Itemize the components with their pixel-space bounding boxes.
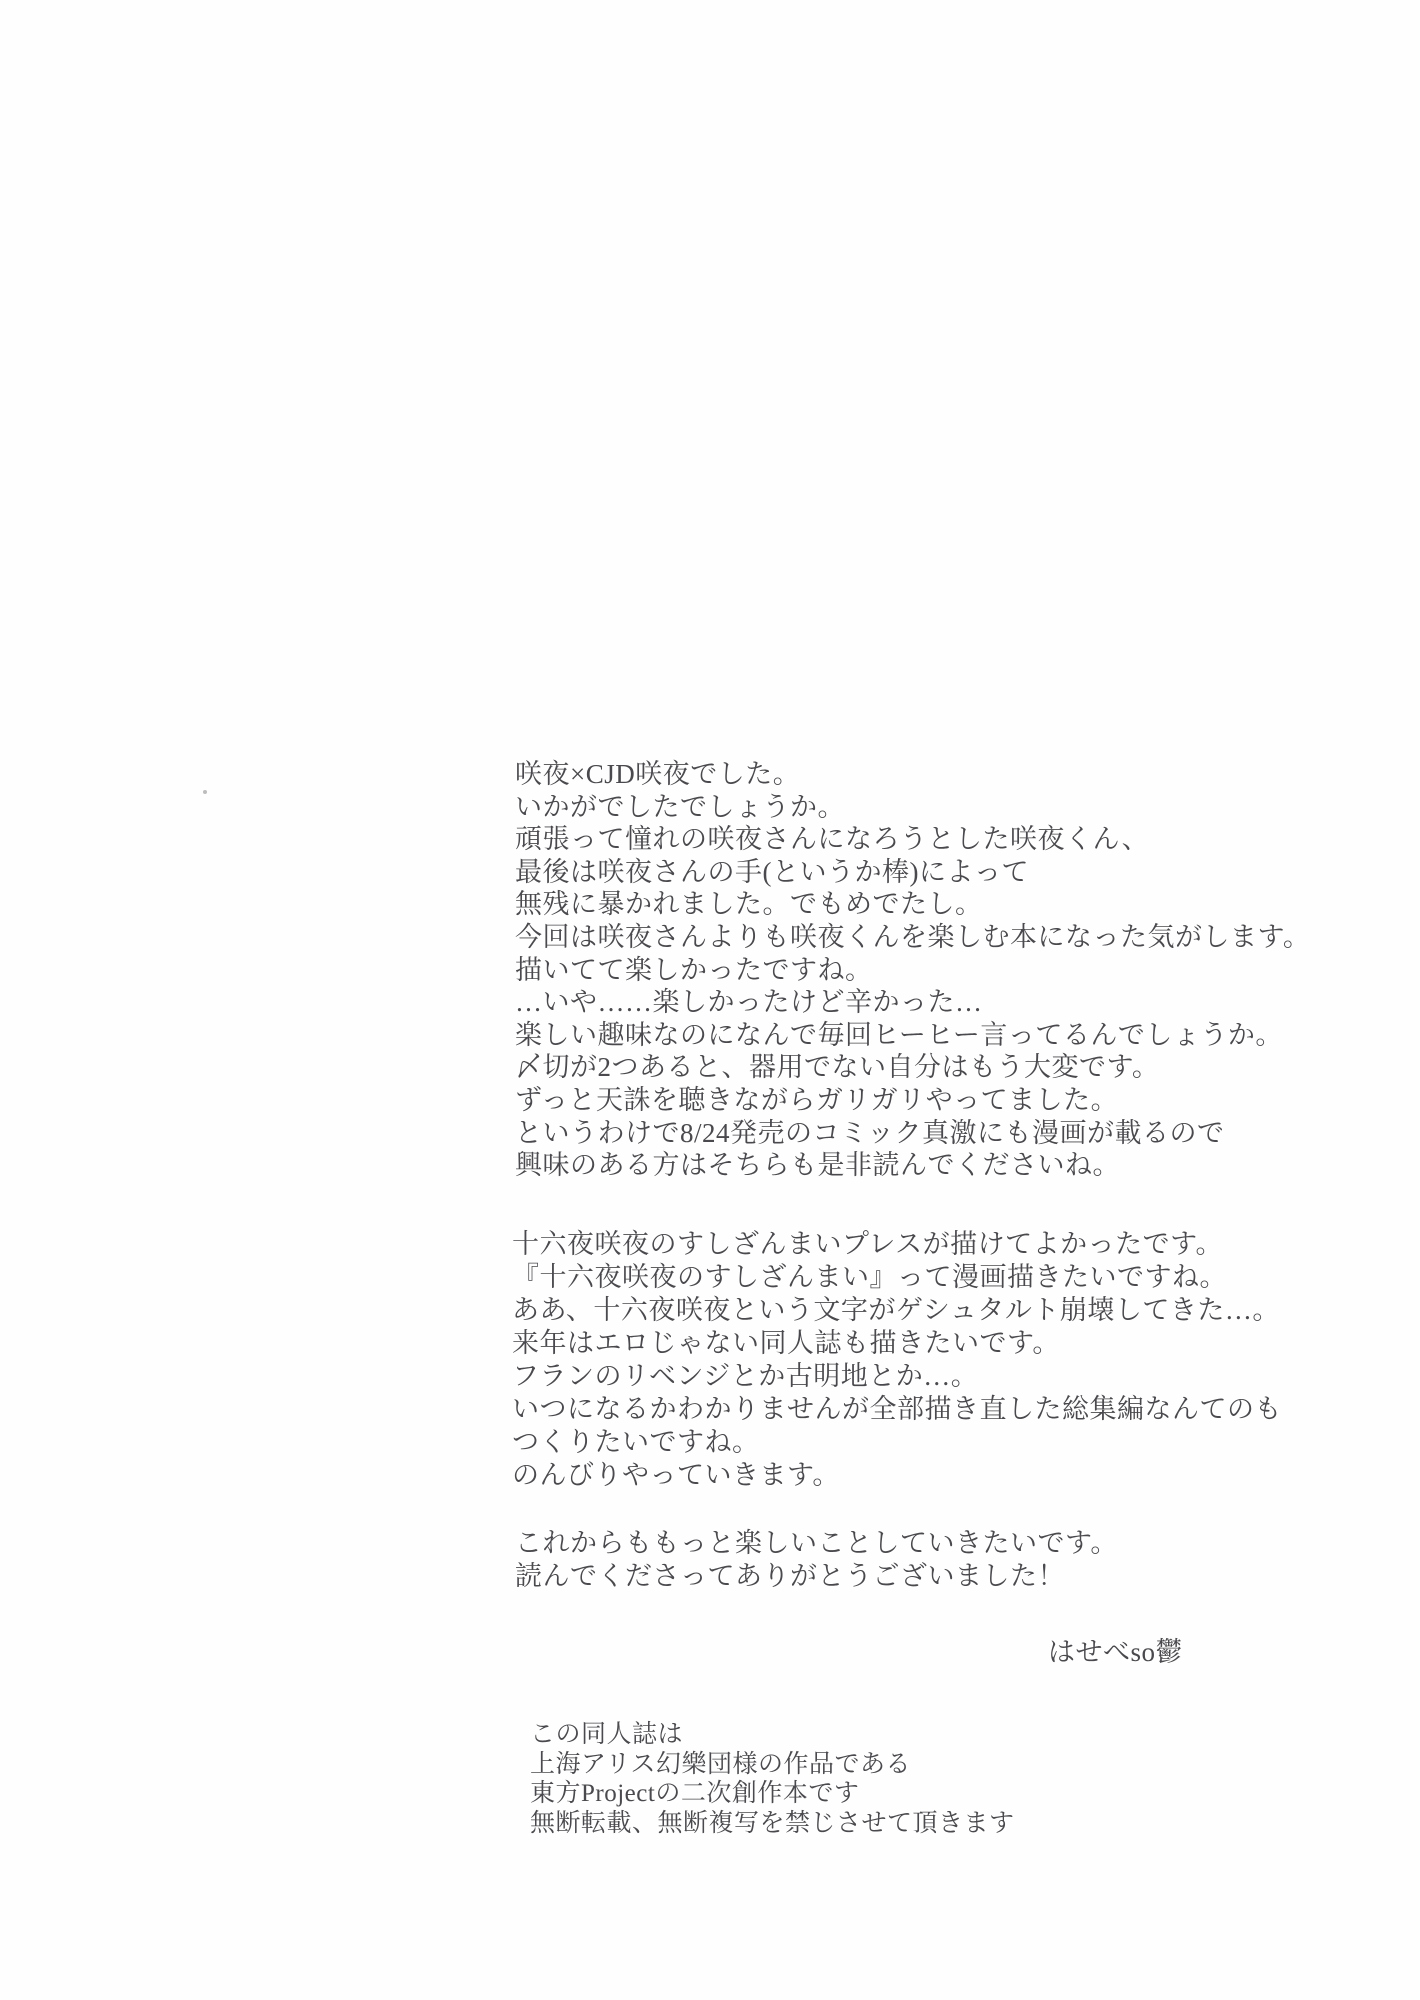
disclaimer-line: 上海アリス幻樂団様の作品である (530, 1750, 912, 1778)
afterword-line: …いや……楽しかったけど辛かった… (515, 987, 983, 1018)
afterword-line: ああ、十六夜咲夜という文字がゲシュタルト崩壊してきた…。 (512, 1295, 1280, 1325)
afterword-line: 無残に暴かれました。でもめでたし。 (515, 889, 983, 920)
afterword-line: 十六夜咲夜のすしざんまいプレスが描けてよかったです。 (512, 1229, 1223, 1259)
afterword-line: 興味のある方はそちらも是非読んでくださいね。 (515, 1150, 1120, 1181)
afterword-paragraph-3 (515, 1527, 1118, 1593)
disclaimer-line: 無断転載、無断複写を禁じさせて頂きます (530, 1809, 1015, 1837)
disclaimer-line: 東方Projectの二次創作本です (530, 1780, 860, 1808)
afterword-line: というわけで8/24発売のコミック真激にも漫画が載るので (515, 1117, 1225, 1148)
afterword-line: いかがでしたでしょうか。 (515, 791, 845, 822)
afterword-line: 咲夜×CJD咲夜でした。 (515, 759, 801, 789)
afterword-line: 〆切が2つあると、器用でない自分はもう大変です。 (515, 1052, 1160, 1083)
afterword-line: フランのリベンジとか古明地とか…。 (512, 1361, 979, 1391)
afterword-line: ずっと天誅を聴きながらガリガリやってました。 (515, 1084, 1119, 1115)
afterword-line: つくりたいですね。 (512, 1427, 760, 1457)
disclaimer-line: この同人誌は (530, 1721, 684, 1748)
afterword-line: 『十六夜咲夜のすしざんまい』って漫画描きたいですね。 (512, 1262, 1227, 1292)
afterword-paragraph-1 (515, 758, 1310, 1182)
afterword-line: いつになるかわかりませんが全部描き直した総集編なんてのも (512, 1394, 1282, 1424)
afterword-line: 楽しい趣味なのになんで毎回ヒーヒー言ってるんでしょうか。 (515, 1019, 1283, 1050)
author-signature: はせべso鬱 (1048, 1637, 1184, 1667)
afterword-line: のんびりやっていきます。 (512, 1460, 840, 1490)
scan-speck-artifact (203, 790, 207, 794)
copyright-disclaimer (530, 1720, 1015, 1838)
afterword-line: 描いてて楽しかったですね。 (515, 954, 873, 985)
afterword-line: 頑張って憧れの咲夜さんになろうとした咲夜くん、 (515, 824, 1150, 855)
afterword-line: 読んでくださってありがとうございました！ (515, 1561, 1065, 1591)
afterword-line: 今回は咲夜さんよりも咲夜くんを楽しむ本になった気がします。 (515, 921, 1311, 952)
afterword-paragraph-2 (512, 1228, 1282, 1492)
afterword-line: これからももっと楽しいことしていきたいです。 (515, 1528, 1118, 1558)
afterword-line: 最後は咲夜さんの手(というか棒)によって (515, 856, 1029, 887)
afterword-line: 来年はエロじゃない同人誌も描きたいです。 (512, 1328, 1060, 1358)
